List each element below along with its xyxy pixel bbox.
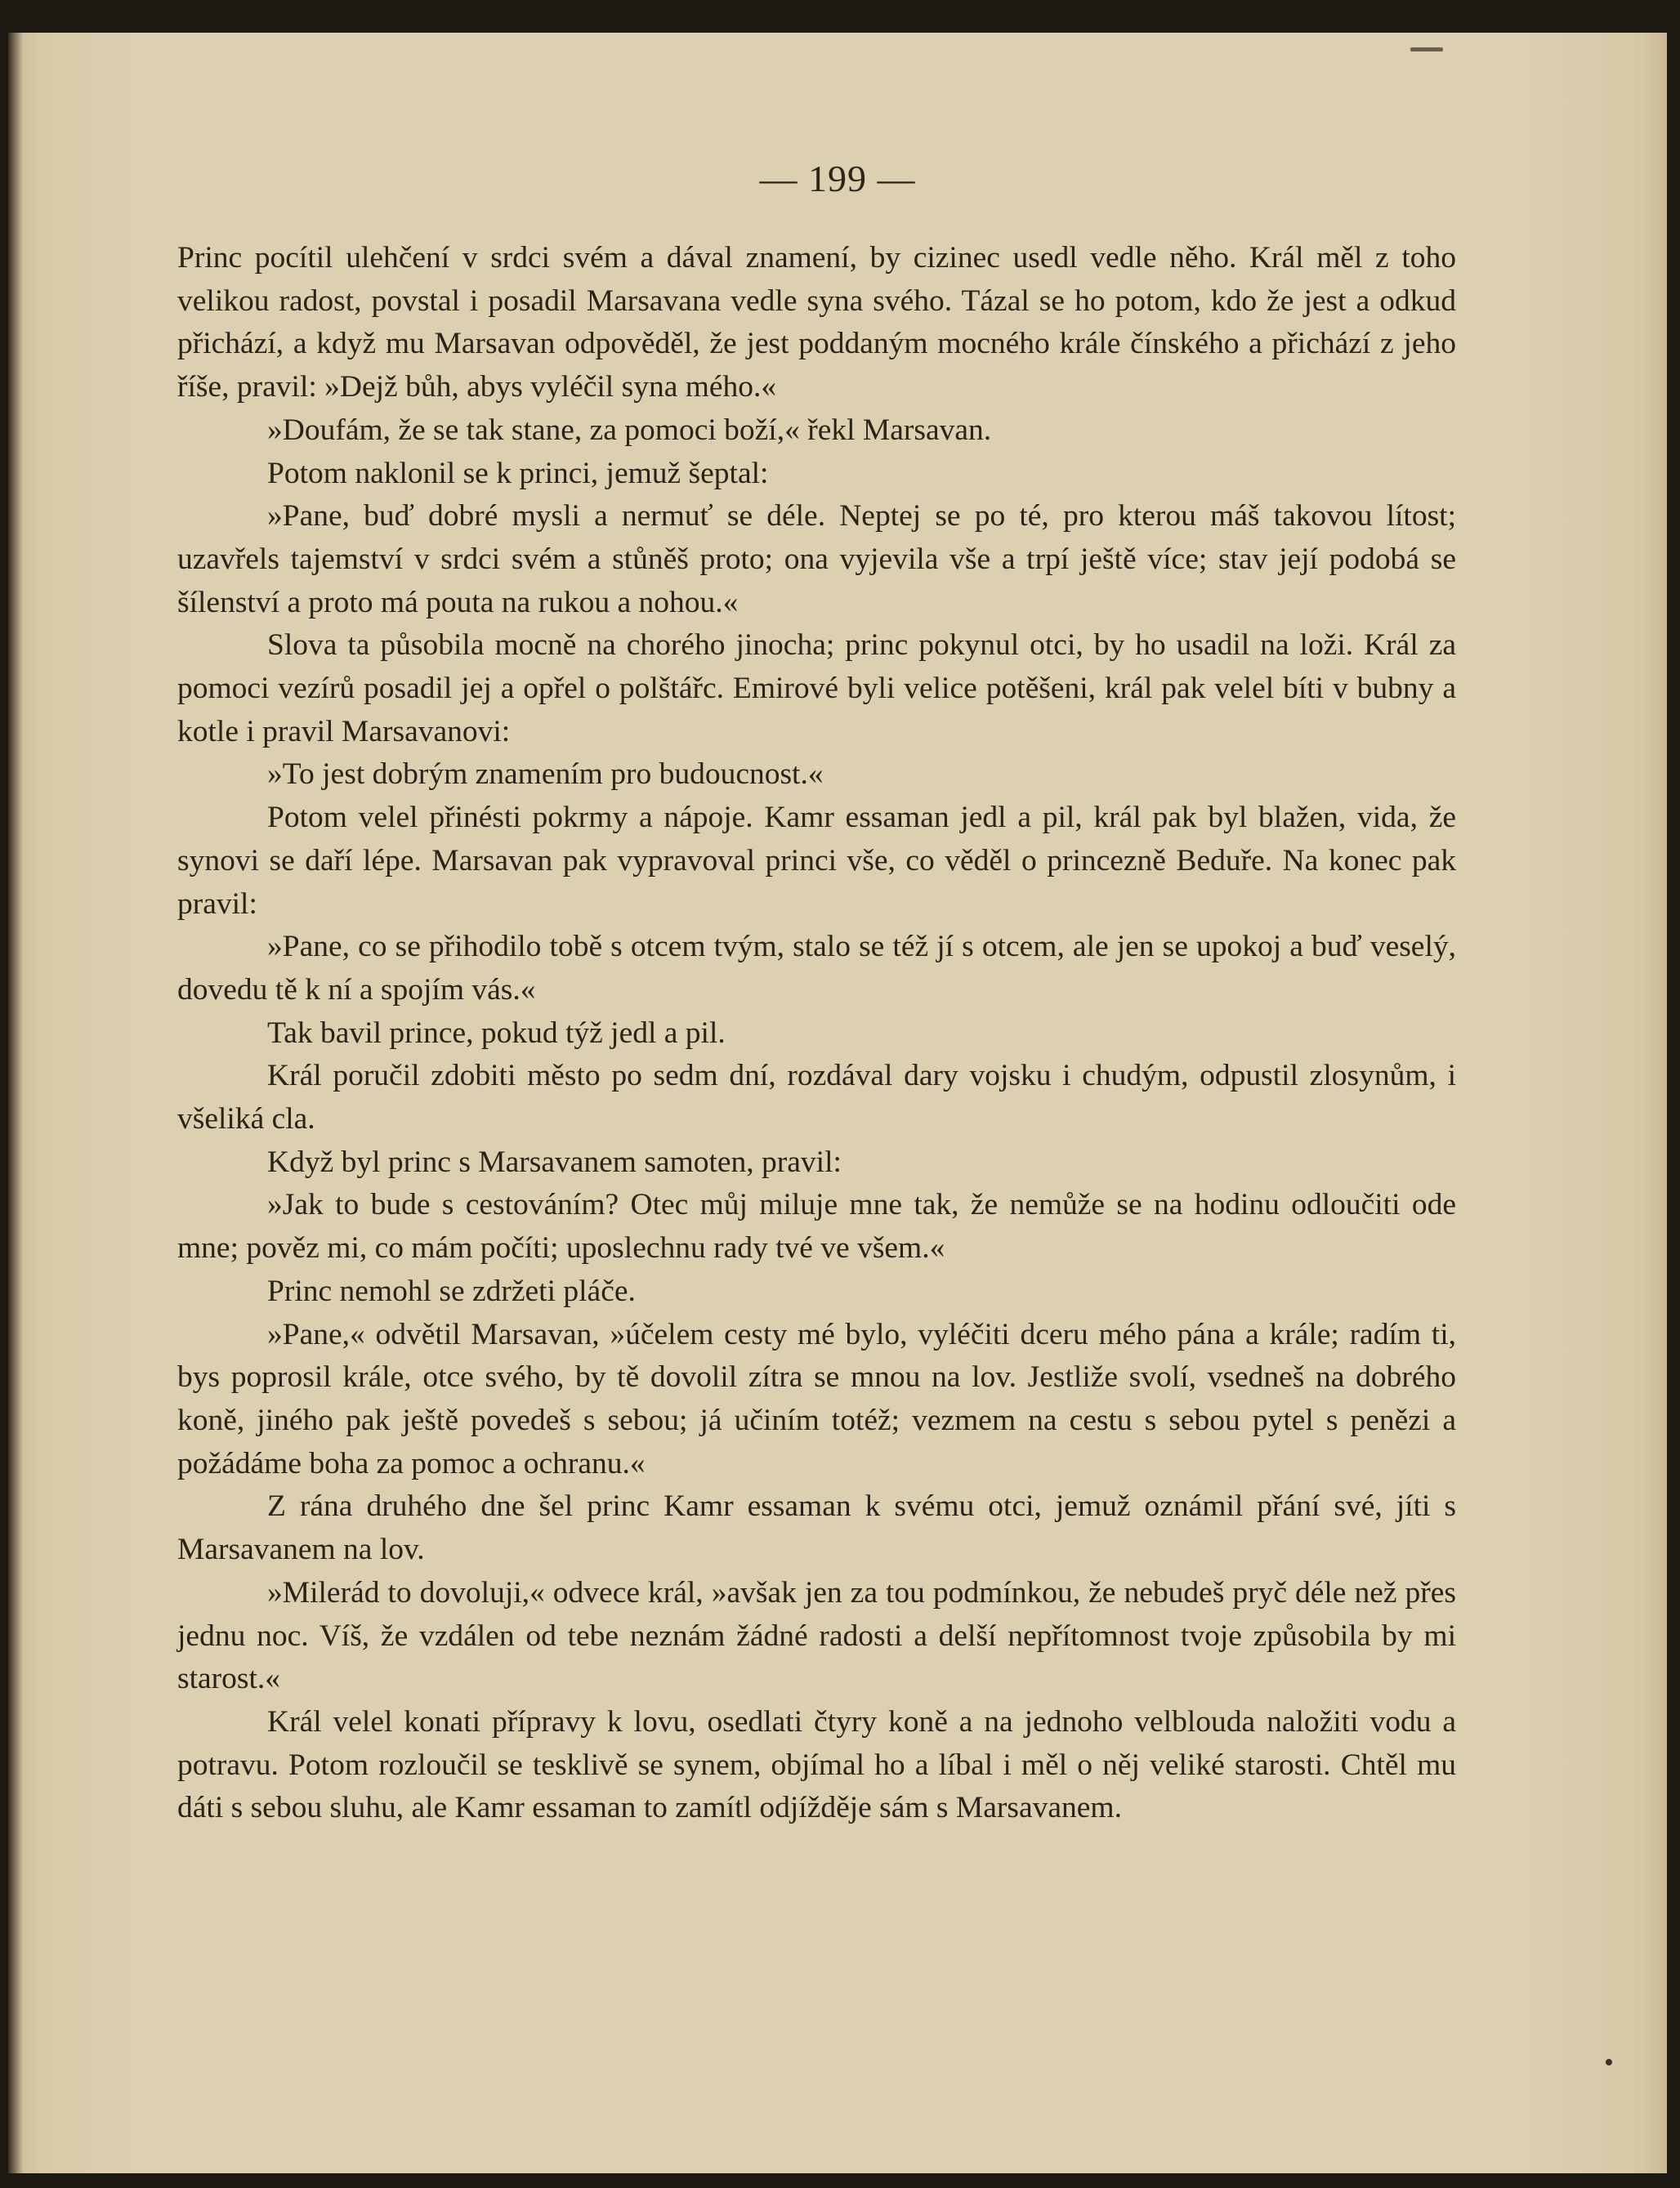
book-page bbox=[8, 33, 1667, 2173]
spine-shadow bbox=[8, 33, 23, 2173]
paragraph: »Pane,« odvětil Marsavan, »účelem cesty mé bylo, vyléčiti dceru mého pána a krále; radím ti, bys poprosil krále, otce svého, by tě dovolil zítra se mnou na lov. Jestliže svolí, vsedneš na dobrého koně, jiného pak ještě povedeš s sebou; já učiním totéž; vezmem na cestu s sebou pytel s penězi a požádáme boha za pomoc a ochranu.« bbox=[177, 1317, 1456, 1480]
paragraph: Potom naklonil se k princi, jemuž šeptal: bbox=[267, 456, 769, 490]
paragraph: Král velel konati přípravy k lovu, osedlati čtyry koně a na jednoho velblouda naložiti vodu a potravu. Potom rozloučil se tesklivě se synem, objímal ho a líbal i měl o něj veliké starosti. Chtěl mu dáti s sebou sluhu, ale Kamr essaman to zamítl odjížděje sám s Marsavanem. bbox=[177, 1704, 1456, 1825]
paragraph: Princ nemohl se zdržeti pláče. bbox=[267, 1274, 636, 1308]
paragraph: »Jak to bude s cestováním? Otec můj miluje mne tak, že nemůže se na hodinu odloučiti ode mne; pověz mi, co mám počíti; uposlechnu rady tvé ve všem.« bbox=[177, 1188, 1456, 1266]
page-speck bbox=[1606, 2059, 1612, 2065]
paragraph: Princ pocítil ulehčení v srdci svém a dával znamení, by cizinec usedl vedle něho. Král měl z toho velikou radost, povstal i posadil Marsavana vedle syna svého. Tázal se ho potom, kdo že jest a odkud přichází, a když mu Marsavan odpověděl, že jest poddaným mocného krále čínského a přichází z jeho říše, pravil: »Dejž bůh, abys vyléčil syna mého.« bbox=[177, 241, 1456, 404]
paragraph: Z rána druhého dne šel princ Kamr essaman k svému otci, jemuž oznámil přání své, jíti s Marsavanem na lov. bbox=[177, 1489, 1456, 1567]
paragraph: Potom velel přinésti pokrmy a nápoje. Kamr essaman jedl a pil, král pak byl blažen, vida, že synovi se daří lépe. Marsavan pak vypravoval princi vše, co věděl o princezně Beduře. Na konec pak pravil: bbox=[177, 801, 1456, 921]
paragraph: Tak bavil prince, pokud týž jedl a pil. bbox=[267, 1016, 726, 1050]
paragraph: »To jest dobrým znamením pro budoucnost.« bbox=[267, 757, 824, 792]
paragraph: »Pane, buď dobré mysli a nermuť se déle. Neptej se po té, pro kterou máš takovou lítost; uzavřels tajemství v srdci svém a stůněš proto; ona vyjevila vše a trpí ještě více; stav její podobá se šílenství a proto má pouta na rukou a nohou.« bbox=[177, 499, 1456, 619]
paragraph: »Doufám, že se tak stane, za pomoci boží,« řekl Marsavan. bbox=[267, 413, 992, 447]
paragraph: Slova ta působila mocně na chorého jinocha; princ pokynul otci, by ho usadil na loži. Král za pomoci vezírů posadil jej a opřel o polštářc. Emirové byli velice potěšeni, král pak velel bíti v bubny a kotle i pravil Marsavanovi: bbox=[177, 628, 1456, 748]
paragraph: Král poručil zdobiti město po sedm dní, rozdával dary vojsku i chudým, odpustil zlosynům, i všeliká cla. bbox=[177, 1059, 1456, 1136]
text-body bbox=[177, 237, 1456, 1830]
page-number: — 199 — bbox=[759, 158, 916, 199]
paragraph: »Milerád to dovoluji,« odvece král, »avšak jen za tou podmínkou, že nebudeš pryč déle než přes jednu noc. Víš, že vzdálen od tebe neznám žádné radosti a delší nepřítomnost tvoje způsobila by mi starost.« bbox=[177, 1575, 1456, 1696]
paragraph: Když byl princ s Marsavanem samoten, pravil: bbox=[267, 1145, 842, 1179]
paragraph: »Pane, co se přihodilo tobě s otcem tvým, stalo se též jí s otcem, ale jen se upokoj a buď veselý, dovedu tě k ní a spojím vás.« bbox=[177, 930, 1456, 1007]
corner-mark bbox=[1410, 47, 1443, 51]
